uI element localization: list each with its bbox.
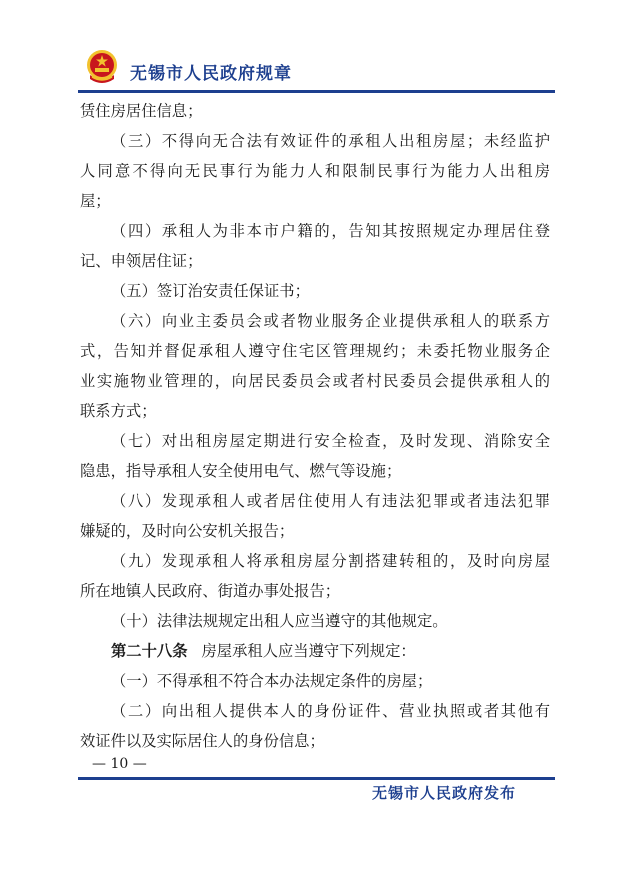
text-line: （七）对出租房屋定期进行安全检查，及时发现、消除安全 (111, 432, 550, 450)
text-line: 记、申领居住证； (80, 252, 203, 270)
page-header (80, 46, 558, 92)
text-line: （六）向业主委员会或者物业服务企业提供承租人的联系方 (111, 312, 550, 330)
paragraphs-before-article (80, 96, 550, 636)
text-line: （八）发现承租人或者居住使用人有违法犯罪或者违法犯罪 (111, 492, 550, 510)
text-line: 式，告知并督促承租人遵守住宅区管理规约；未委托物业服务企 (80, 342, 550, 360)
text-line: 赁住房居住信息； (80, 102, 203, 120)
text-line: 屋； (80, 192, 111, 210)
article-heading (80, 636, 550, 666)
header-rule (78, 90, 555, 93)
text-line: （五）签订治安责任保证书； (111, 282, 310, 300)
text-line: 所在地镇人民政府、街道办事处报告； (80, 582, 341, 600)
text-line: 嫌疑的，及时向公安机关报告； (80, 522, 295, 540)
text-line: 业实施物业管理的，向居民委员会或者村民委员会提供承租人的 (80, 372, 550, 390)
text-line: （三）不得向无合法有效证件的承租人出租房屋；未经监护 (111, 132, 550, 150)
paragraphs-after-article (80, 666, 550, 756)
national-emblem-icon (86, 49, 118, 85)
text-line: 隐患，指导承租人安全使用电气、燃气等设施； (80, 462, 402, 480)
text-line: （四）承租人为非本市户籍的，告知其按照规定办理居住登 (111, 222, 550, 240)
header-title: 无锡市人民政府规章 (130, 64, 292, 84)
text-line: （九）发现承租人将承租房屋分割搭建转租的，及时向房屋 (111, 552, 550, 570)
footer-rule (78, 777, 555, 780)
text-line: （一）不得承租不符合本办法规定条件的房屋； (111, 672, 433, 690)
text-line: 效证件以及实际居住人的身份信息； (80, 732, 325, 750)
footer-publisher: 无锡市人民政府发布 (372, 784, 517, 802)
article-text: 房屋承租人应当遵守下列规定： (201, 642, 416, 660)
page-number: — 10 — (92, 756, 147, 772)
text-line: （二）向出租人提供本人的身份证件、营业执照或者其他有 (111, 702, 550, 720)
article-number: 第二十八条 (111, 642, 188, 660)
text-line: 人同意不得向无民事行为能力人和限制民事行为能力人出租房 (80, 162, 550, 180)
document-body (80, 96, 550, 756)
text-line: （十）法律法规规定出租人应当遵守的其他规定。 (111, 612, 448, 630)
text-line: 联系方式； (80, 402, 157, 420)
